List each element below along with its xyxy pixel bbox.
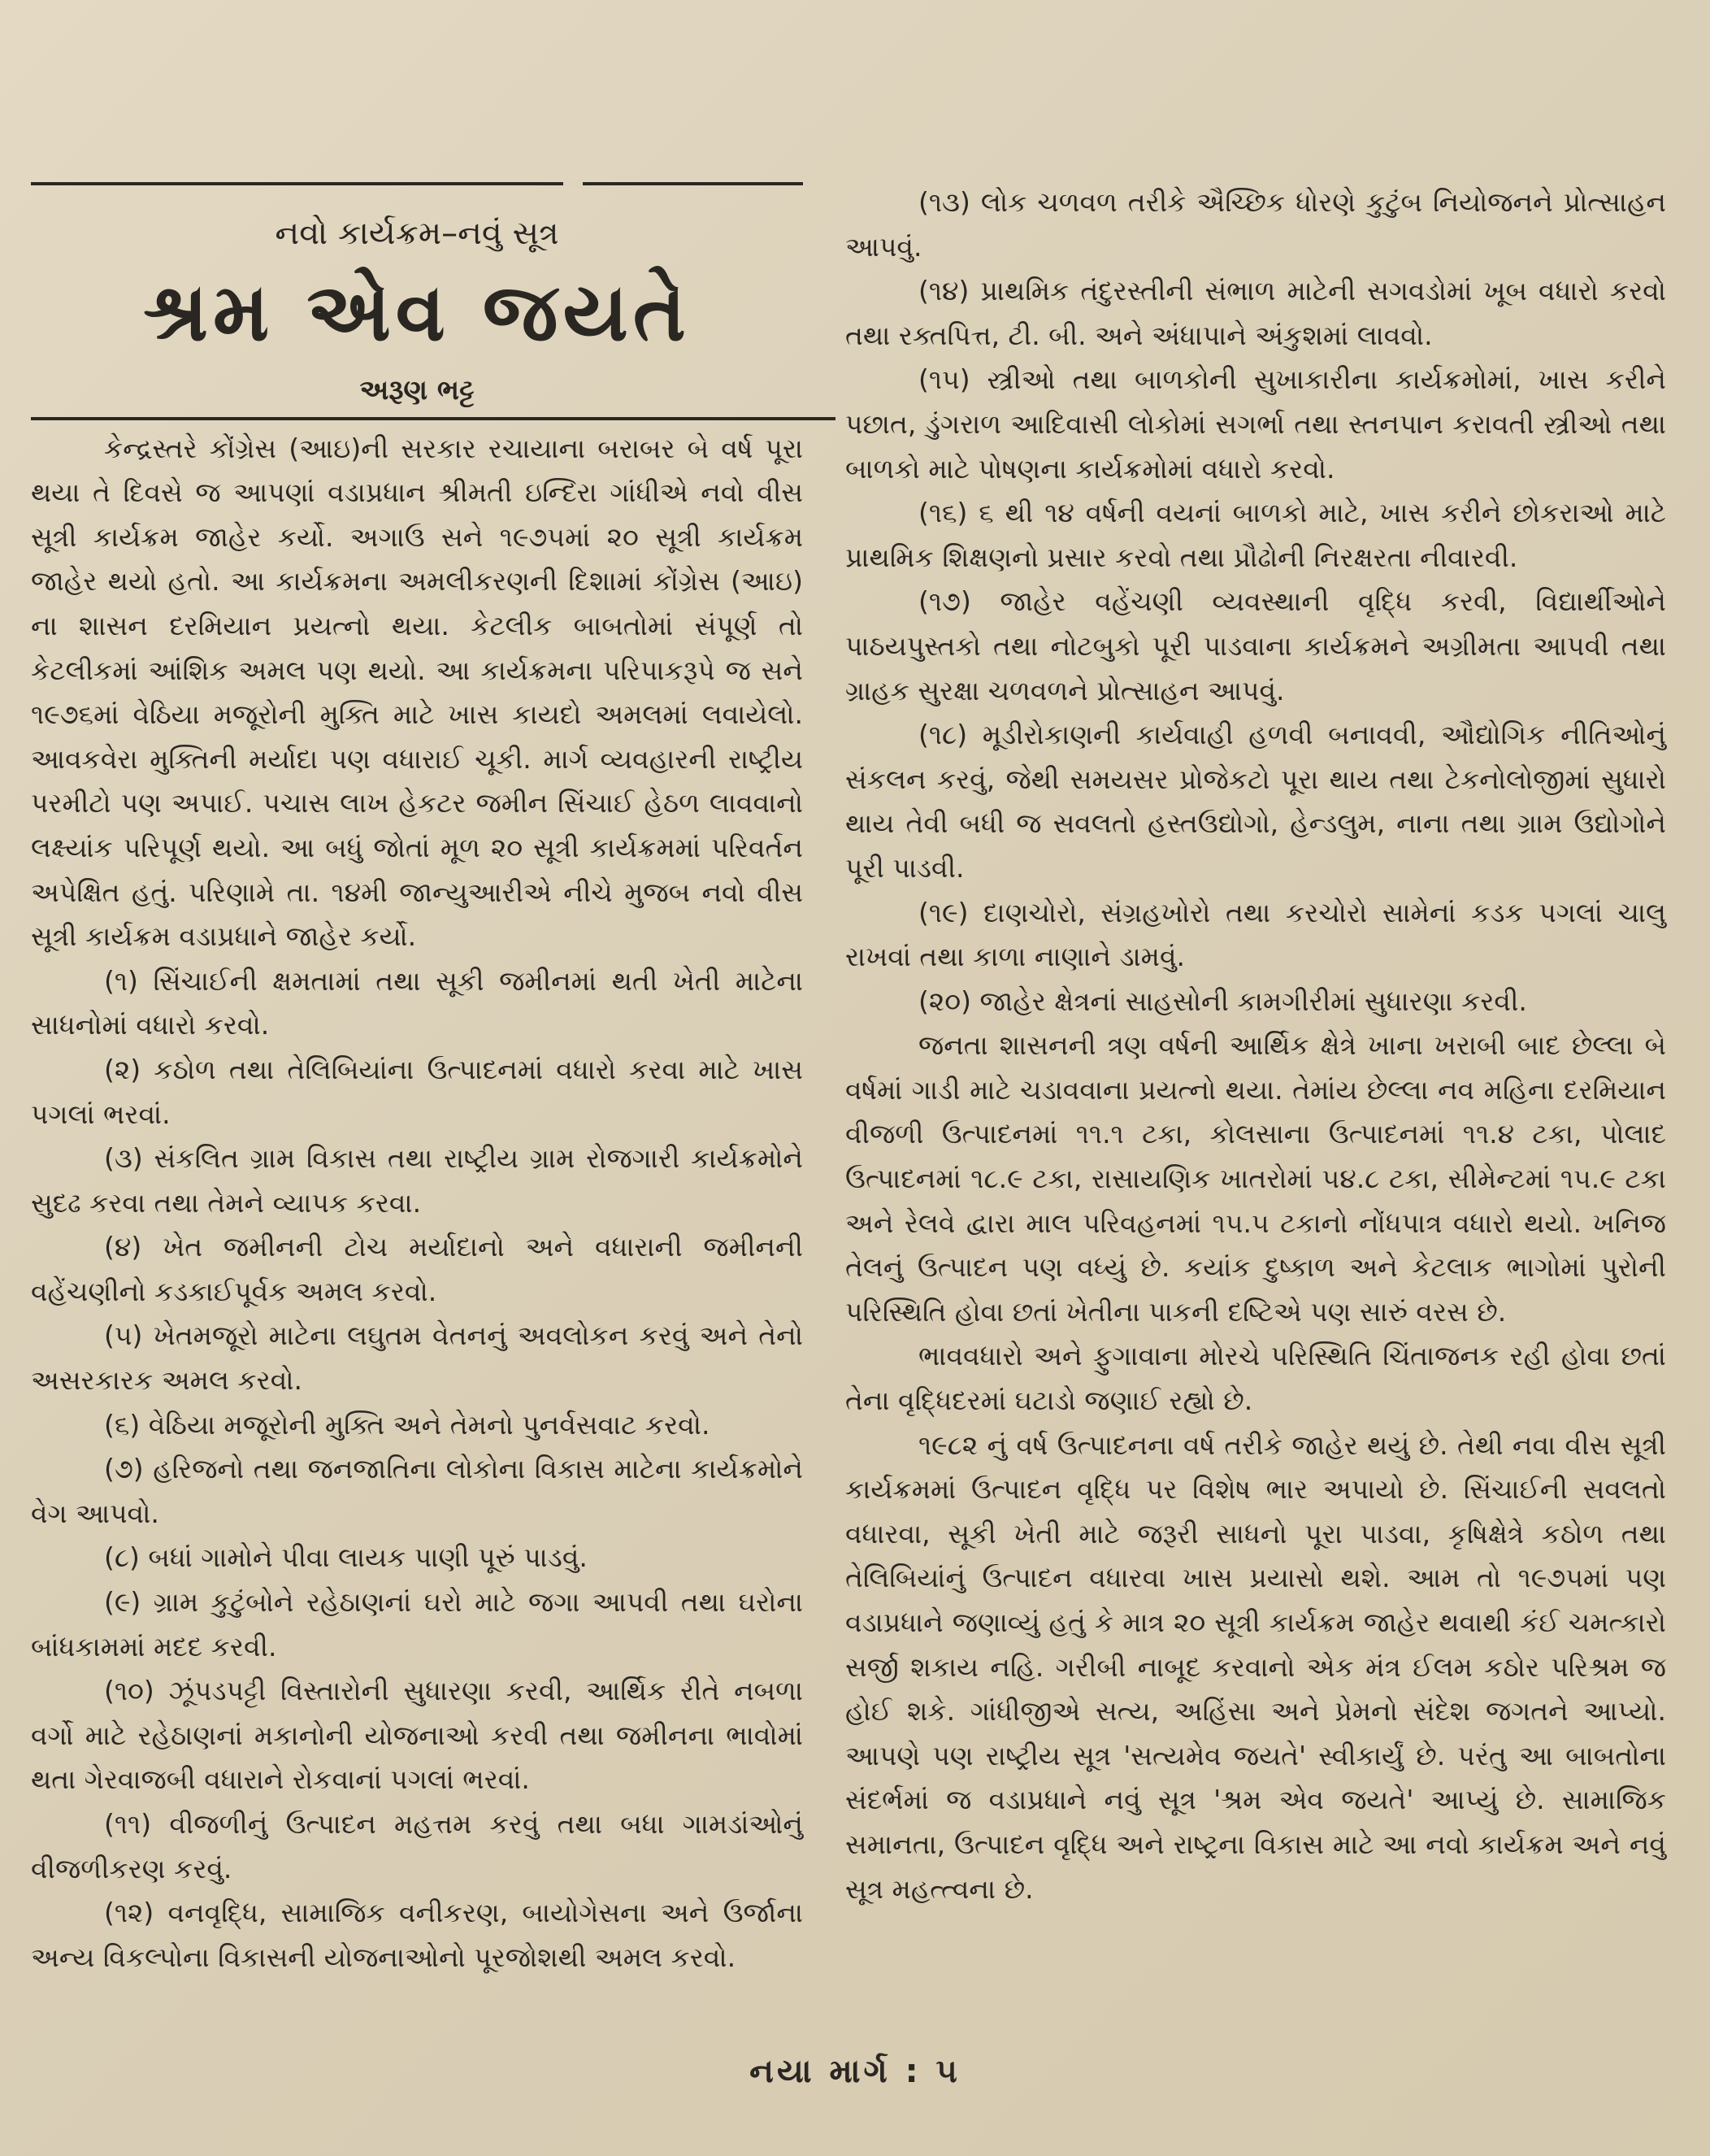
program-point-1: (૧) સિંચાઈની ક્ષમતામાં તથા સૂકી જમીનમાં થતી ખેતી માટેના સાધનોમાં વધારો કરવો. (31, 964, 803, 1041)
program-point-11: (૧૧) વીજળીનું ઉત્પાદન મહત્તમ કરવું તથા બધા ગામડાંઓનું વીજળીકરણ કરવું. (31, 1808, 803, 1884)
program-point-20: (૨૦) જાહેર ક્ષેત્રનાં સાહસોની કામગીરીમાં સુધારણા કરવી. (918, 985, 1527, 1017)
program-point-15: (૧૫) સ્ત્રીઓ તથા બાળકોની સુખાકારીના કાર્યક્રમોમાં, ખાસ કરીને પછાત, ડુંગરાળ આદિવાસી લોકોમાં સગર્ભા તથા સ્તનપાન કરાવતી સ્ત્રીઓ તથા બાળકો માટે પોષણના કાર્યક્રમોમાં વધારો કરવો. (845, 363, 1666, 485)
article-subtitle: નવો કાર્યક્રમ–નવું સૂત્ર (275, 215, 559, 252)
program-point-3: (૩) સંકલિત ગ્રામ વિકાસ તથા રાષ્ટ્રીય ગ્રામ રોજગારી કાર્યક્રમોને સુદઢ કરવા તથા તેમને વ્યાપક કરવા. (31, 1142, 803, 1219)
program-point-4: (૪) ખેત જમીનની ટોચ મર્યાદાનો અને વધારાની જમીનની વહેંચણીનો કડકાઈપૂર્વક અમલ કરવો. (31, 1231, 803, 1307)
program-point-12: (૧૨) વનવૃદ્ધિ, સામાજિક વનીકરણ, બાયોગેસના અને ઉર્જાના અન્ય વિકલ્પોના વિકાસની યોજનાઓનો પૂરજોશથી અમલ કરવો. (31, 1897, 803, 1973)
article-title: શ્રમ એવ જયતે (143, 266, 691, 359)
economy-paragraph: જનતા શાસનની ત્રણ વર્ષની આર્થિક ક્ષેત્રે ખાના ખરાબી બાદ છેલ્લા બે વર્ષમાં ગાડી માટે ચડાવવાના પ્રયત્નો થયા. તેમાંય છેલ્લા નવ મહિના દરમિયાન વીજળી ઉત્પાદનમાં ૧૧.૧ ટકા, કોલસાના ઉત્પાદનમાં ૧૧.૪ ટકા, પોલાદ ઉત્પાદનમાં ૧૮.૯ ટકા, રાસાયણિક ખાતરોમાં ૫૪.૮ ટકા, સીમેન્ટમાં ૧૫.૯ ટકા અને રેલવે દ્વારા માલ પરિવહનમાં ૧૫.૫ ટકાનો નોંધપાત્ર વધારો થયો. ખનિજ તેલનું ઉત્પાદન પણ વધ્યું છે. કયાંક દુષ્કાળ અને કેટલાક ભાગોમાં પુરોની પરિસ્થિતિ હોવા છતાં ખેતીના પાકની દષ્ટિએ પણ સારું વરસ છે. (845, 1029, 1666, 1328)
program-point-19: (૧૯) દાણચોરો, સંગ્રહખોરો તથા કરચોરો સામેનાં કડક પગલાં ચાલુ રાખવાં તથા કાળા નાણાને ડામવું. (845, 896, 1666, 973)
program-point-7: (૭) હરિજનો તથા જનજાતિના લોકોના વિકાસ માટેના કાર્યક્રમોને વેગ આપવો. (31, 1453, 803, 1529)
page-footer: નયા માર્ગ : ૫ (749, 2053, 961, 2090)
program-point-10: (૧૦) ઝૂંપડપટ્ટી વિસ્તારોની સુધારણા કરવી, આર્થિક રીતે નબળા વર્ગો માટે રહેઠાણનાં મકાનોની યોજનાઓ કરવી તથા જમીનના ભાવોમાં થતા ગેરવાજબી વધારાને રોકવાનાં પગલાં ભરવાં. (31, 1675, 803, 1796)
conclusion-paragraph: ૧૯૮૨ નું વર્ષ ઉત્પાદનના વર્ષ તરીકે જાહેર થયું છે. તેથી નવા વીસ સૂત્રી કાર્યક્રમમાં ઉત્પાદન વૃદ્ધિ પર વિશેષ ભાર અપાયો છે. સિંચાઈની સવલતો વધારવા, સૂકી ખેતી માટે જરૂરી સાધનો પૂરા પાડવા, કૃષિક્ષેત્રે કઠોળ તથા તેલિબિયાંનું ઉત્પાદન વધારવા ખાસ પ્રયાસો થશે. આમ તો ૧૯૭૫માં પણ વડાપ્રધાને જણાવ્યું હતું કે માત્ર ૨૦ સૂત્રી કાર્યક્રમ જાહેર થવાથી કંઈ ચમત્કારો સર્જી શકાય નહિ. ગરીબી નાબૂદ કરવાનો એક મંત્ર ઈલમ કઠોર પરિશ્રમ જ હોઈ શકે. ગાંધીજીએ સત્ય, અહિંસા અને પ્રેમનો સંદેશ જગતને આપ્યો. આપણે પણ રાષ્ટ્રીય સૂત્ર 'સત્યમેવ જયતે' સ્વીકાર્યું છે. પરંતુ આ બાબતોના સંદર્ભમાં જ વડાપ્રધાને નવું સૂત્ર 'શ્રમ એવ જયતે' આપ્યું છે. સામાજિક સમાનતા, ઉત્પાદન વૃદ્ધિ અને રાષ્ટ્રના વિકાસ માટે આ નવો કાર્યક્રમ અને નવું સૂત્ર મહત્ત્વના છે. (845, 1428, 1666, 1905)
right-column (845, 180, 1666, 1911)
program-point-5: (૫) ખેતમજૂરો માટેના લઘુતમ વેતનનું અવલોકન કરવું અને તેનો અસરકારક અમલ કરવો. (31, 1319, 803, 1397)
program-point-14: (૧૪) પ્રાથમિક તંદુરસ્તીની સંભાળ માટેની સગવડોમાં ખૂબ વધારો કરવો તથા રક્તપિત્ત, ટી. બી. અને અંધાપાને અંકુશમાં લાવવો. (845, 275, 1666, 351)
inflation-paragraph: ભાવવધારો અને ફુગાવાના મોરચે પરિસ્થિતિ ચિંતાજનક રહી હોવા છતાં તેના વૃદ્ધિદરમાં ઘટાડો જણાઈ રહ્યો છે. (845, 1340, 1666, 1417)
intro-paragraph: કેન્દ્રસ્તરે કોંગ્રેસ (આઇ)ની સરકાર રચાયાના બરાબર બે વર્ષ પૂરા થયા તે દિવસે જ આપણાં વડાપ્રધાન શ્રીમતી ઇન્દિરા ગાંધીએ નવો વીસ સૂત્રી કાર્યક્રમ જાહેર કર્યો. અગાઉ સને ૧૯૭૫માં ૨૦ સૂત્રી કાર્યક્રમ જાહેર થયો હતો. આ કાર્યક્રમના અમલીકરણની દિશામાં કોંગ્રેસ (આઇ) ના શાસન દરમિયાન પ્રયત્નો થયા. કેટલીક બાબતોમાં સંપૂર્ણ તો કેટલીકમાં આંશિક અમલ પણ થયો. આ કાર્યક્રમના પરિપાકરૂપે જ સને ૧૯૭૬માં વેઠિયા મજૂરોની મુક્તિ માટે ખાસ કાયદો અમલમાં લવાયેલો. આવકવેરા મુક્તિની મર્યાદા પણ વધારાઈ ચૂકી. માર્ગ વ્યવહારની રાષ્ટ્રીય પરમીટો પણ અપાઈ. પચાસ લાખ હેકટર જમીન સિંચાઈ હેઠળ લાવવાનો લક્ષ્યાંક પરિપૂર્ણ થયો. આ બધું જોતાં મૂળ ૨૦ સૂત્રી કાર્યક્રમમાં પરિવર્તન અપેક્ષિત હતું. પરિણામે તા. ૧૪મી જાન્યુઆરીએ નીચે મુજબ નવો વીસ સૂત્રી કાર્યક્રમ વડાપ્રધાને જાહેર કર્યો. (31, 432, 803, 953)
left-column (31, 163, 803, 1980)
program-point-2: (૨) કઠોળ તથા તેલિબિયાંના ઉત્પાદનમાં વધારો કરવા માટે ખાસ પગલાં ભરવાં. (31, 1053, 803, 1130)
article-author: અરૂણ ભટ્ટ (359, 373, 475, 406)
header-top-rule (31, 182, 803, 185)
program-point-18: (૧૮) મૂડીરોકાણની કાર્યવાહી હળવી બનાવવી, ઔદ્યોગિક નીતિઓનું સંકલન કરવું, જેથી સમયસર પ્રોજેકટો પૂરા થાય તથા ટેકનોલોજીમાં સુધારો થાય તેવી બધી જ સવલતો હસ્તઉદ્યોગો, હેન્ડલુમ, નાના તથા ગ્રામ ઉદ્યોગોને પૂરી પાડવી. (845, 719, 1666, 884)
header-bottom-rule (31, 417, 835, 420)
program-point-13: (૧૩) લોક ચળવળ તરીકે ઐચ્છિક ધોરણે કુટુંબ નિયોજનને પ્રોત્સાહન આપવું. (845, 186, 1666, 263)
program-point-17: (૧૭) જાહેર વહેંચણી વ્યવસ્થાની વૃદ્ધિ કરવી, વિદ્યાર્થીઓને પાઠયપુસ્તકો તથા નોટબુકો પૂરી પાડવાના કાર્યક્રમને અગ્રીમતા આપવી તથા ગ્રાહક સુરક્ષા ચળવળને પ્રોત્સાહન આપવું. (845, 585, 1666, 706)
program-point-8: (૮) બધાં ગામોને પીવા લાયક પાણી પૂરું પાડવું. (104, 1541, 588, 1574)
program-point-16: (૧૬) ૬ થી ૧૪ વર્ષની વયનાં બાળકો માટે, ખાસ કરીને છોકરાઓ માટે પ્રાથમિક શિક્ષણનો પ્રસાર કરવો તથા પ્રૌઢોની નિરક્ષરતા નીવારવી. (845, 497, 1666, 573)
program-point-6: (૬) વેઠિયા મજૂરોની મુક્તિ અને તેમનો પુનર્વસવાટ કરવો. (104, 1408, 710, 1441)
program-point-9: (૯) ગ્રામ કુટુંબોને રહેઠાણનાં ઘરો માટે જગા આપવી તથા ઘરોના બાંધકામમાં મદદ કરવી. (31, 1586, 803, 1663)
